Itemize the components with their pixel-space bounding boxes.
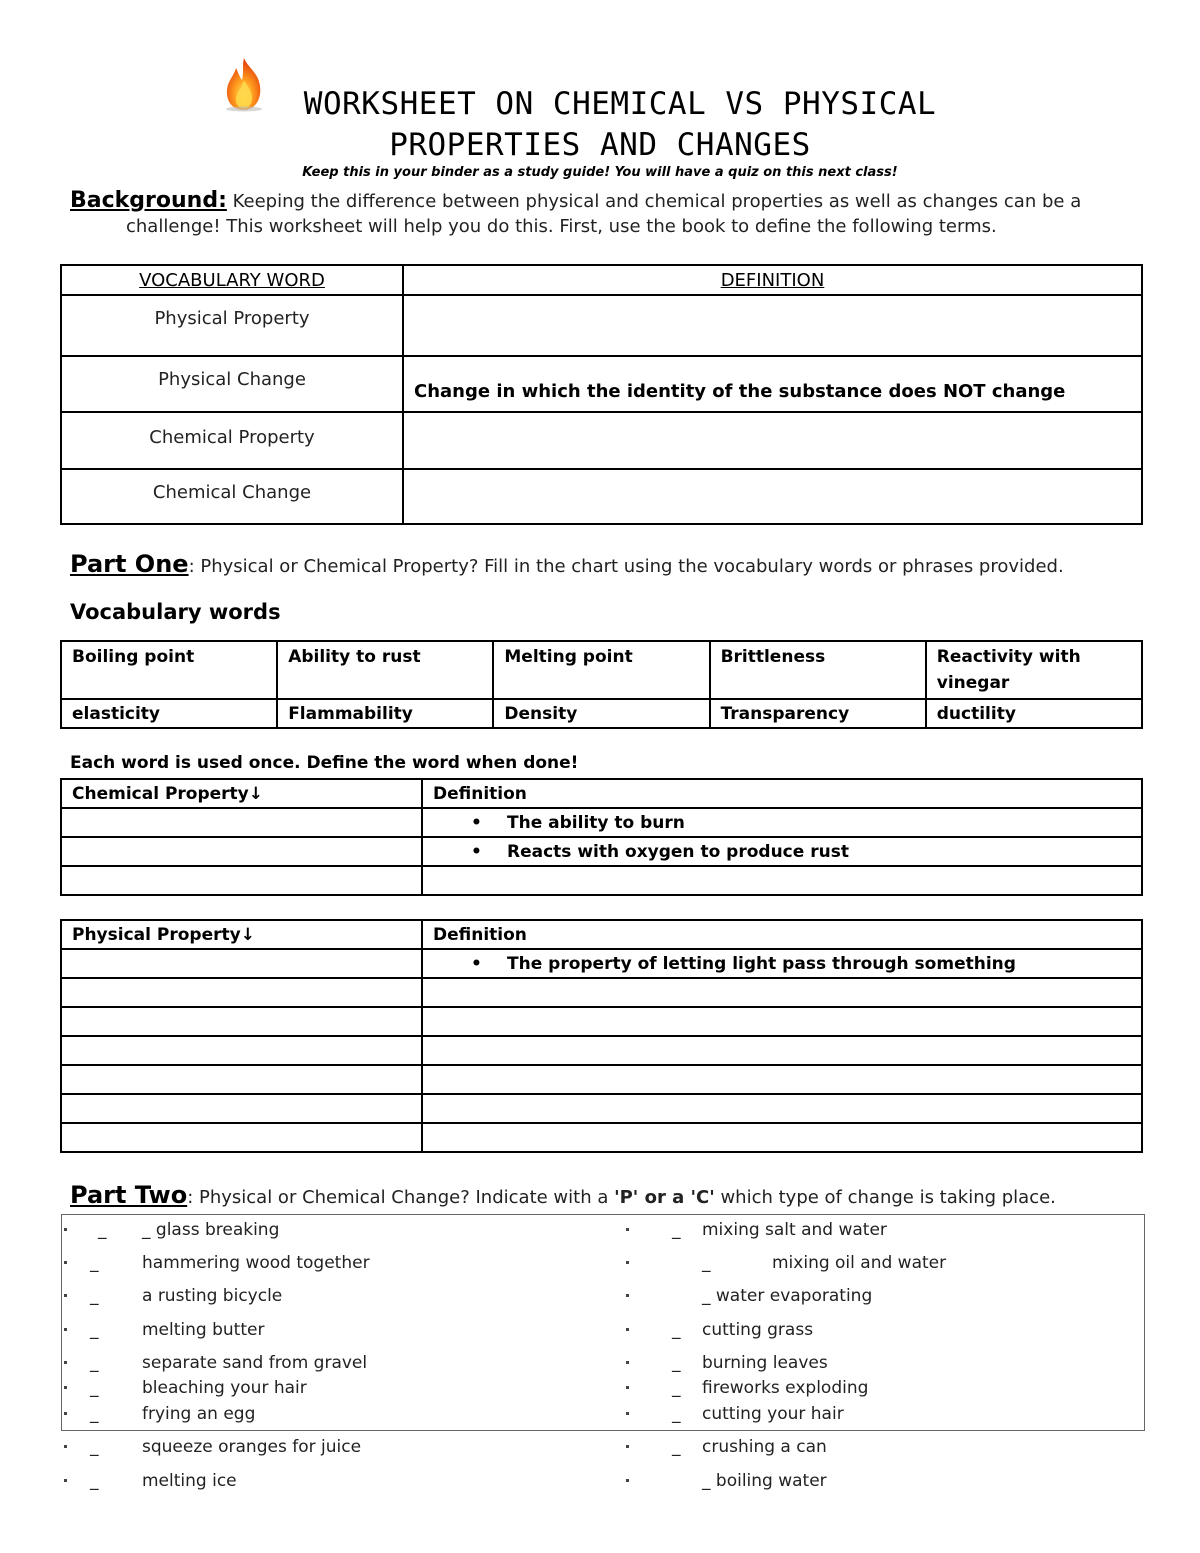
change-text: _ water evaporating [702,1286,873,1306]
part-two-instructions-bold: 'P' or a 'C' [614,1187,715,1208]
property-cell[interactable] [61,837,422,866]
change-text: mixing salt and water [702,1220,887,1240]
part-two-instructions-b: which type of change is taking place. [714,1187,1056,1208]
part-one-instructions: : Physical or Chemical Property? Fill in the chart using the vocabulary words or phrases provided. [188,556,1064,577]
change-text: melting ice [142,1471,237,1491]
answer-blank[interactable]: _ [90,1471,99,1491]
definition-cell[interactable]: Change in which the identity of the substance does NOT change [403,356,1142,412]
definition-cell[interactable] [403,412,1142,469]
definition-text: The property of letting light pass through something [507,953,1016,974]
definition-cell [422,808,1142,837]
answer-blank[interactable]: _ [90,1378,99,1398]
table-row [61,1065,1142,1094]
definition-cell [422,949,1142,978]
table-header-row [61,920,1142,949]
property-cell[interactable] [61,808,422,837]
part-two-label: Part Two [70,1181,188,1209]
property-cell[interactable] [61,1036,422,1065]
answer-blank[interactable]: _ [90,1437,99,1457]
answer-blank[interactable]: _ [90,1286,99,1306]
instruction-note: Each word is used once. Define the word when done! [70,753,579,773]
table-row [61,1094,1142,1123]
part-one-heading [70,550,1064,578]
bullet: • [471,953,482,974]
chemical-property-header: Chemical Property↓ [61,779,422,808]
definition-text: The ability to burn [507,812,685,833]
bullet: • [471,841,482,862]
page-title-line2: PROPERTIES AND CHANGES [389,127,811,163]
table-header-row [61,779,1142,808]
bullet: • [471,812,482,833]
definition-header: Definition [422,779,1142,808]
vocab-word: Brittleness [710,641,926,699]
definition-cell[interactable] [422,1123,1142,1152]
table-row [61,641,1142,699]
answer-blank[interactable]: _ [672,1404,681,1424]
part-one-label: Part One [70,550,189,578]
table-row [61,866,1142,895]
answer-blank[interactable]: _ [90,1353,99,1373]
property-cell[interactable] [61,1094,422,1123]
background-paragraph [70,188,1150,239]
change-text: cutting grass [702,1320,814,1340]
table-row [61,699,1142,728]
vocab-word: ductility [926,699,1142,728]
table-row [61,295,1142,356]
definition-header: DEFINITION [403,265,1142,295]
page-title-line1: WORKSHEET ON CHEMICAL VS PHYSICAL [303,86,937,122]
vocab-word: Boiling point [61,641,277,699]
table-row [61,412,1142,469]
physical-property-table [60,919,1143,1153]
vocab-word-header: VOCABULARY WORD [61,265,403,295]
vocabulary-words-table [60,640,1143,729]
answer-blank[interactable]: _ [98,1220,107,1240]
definition-cell[interactable] [422,1007,1142,1036]
change-text: frying an egg [142,1404,256,1424]
table-row [61,1007,1142,1036]
change-text: cutting your hair [702,1404,844,1424]
table-row [61,837,1142,866]
definition-cell[interactable] [422,1065,1142,1094]
part-two-instructions-a: : Physical or Chemical Change? Indicate with a [187,1187,615,1208]
answer-blank[interactable]: _ [672,1353,681,1373]
vocab-word: Melting point [493,641,709,699]
answer-blank[interactable]: _ [90,1320,99,1340]
chemical-property-table [60,778,1143,896]
definition-cell[interactable] [422,978,1142,1007]
vocab-word-cell: Chemical Change [61,469,403,524]
vocab-word: Ability to rust [277,641,493,699]
table-row [61,356,1142,412]
table-row [61,1123,1142,1152]
property-cell[interactable] [61,1007,422,1036]
definition-cell[interactable] [422,1036,1142,1065]
answer-blank[interactable]: _ [90,1253,99,1273]
background-text-line2: challenge! This worksheet will help you do this. First, use the book to define the following terms. [126,216,997,237]
definition-text: Reacts with oxygen to produce rust [507,841,849,862]
change-text: squeeze oranges for juice [142,1437,362,1457]
change-text: _ boiling water [702,1471,827,1491]
definition-cell[interactable] [422,866,1142,895]
table-row [61,1036,1142,1065]
vocab-word: Density [493,699,709,728]
table-row [61,469,1142,524]
vocab-word: Flammability [277,699,493,728]
table-row [61,949,1142,978]
change-text: _ glass breaking [142,1220,280,1240]
change-text: a rusting bicycle [142,1286,283,1306]
definition-cell[interactable] [403,469,1142,524]
table-row [61,978,1142,1007]
property-cell[interactable] [61,1065,422,1094]
answer-blank[interactable]: _ [672,1220,681,1240]
vocab-word: Reactivity with vinegar [926,641,1142,699]
vocab-word-cell: Chemical Property [61,412,403,469]
property-cell[interactable] [61,866,422,895]
vocab-word: elasticity [61,699,277,728]
change-text: bleaching your hair [142,1378,307,1398]
vocabulary-words-heading: Vocabulary words [70,600,281,624]
page-subtitle: Keep this in your binder as a study guide! You will have a quiz on this next class! [302,165,898,180]
vocab-word-cell: Physical Change [61,356,403,412]
answer-blank[interactable]: _ [702,1253,711,1273]
change-text: mixing oil and water [772,1253,947,1273]
change-text: crushing a can [702,1437,827,1457]
vocab-word: Transparency [710,699,926,728]
definition-cell[interactable] [403,295,1142,356]
property-cell[interactable] [61,1123,422,1152]
definition-cell[interactable] [422,1094,1142,1123]
vocab-word-cell: Physical Property [61,295,403,356]
table-row [61,808,1142,837]
change-text: fireworks exploding [702,1378,869,1398]
definition-cell [422,837,1142,866]
property-cell[interactable] [61,949,422,978]
background-text-line1: Keeping the difference between physical and chemical properties as well as changes can be a [232,191,1082,212]
vocabulary-definition-table [60,264,1143,525]
change-text: burning leaves [702,1353,828,1373]
part-two-heading [70,1181,1056,1209]
table-header-row [61,265,1142,295]
change-text: hammering wood together [142,1253,370,1273]
background-label: Background: [70,188,227,213]
answer-blank[interactable]: _ [672,1320,681,1340]
physical-property-header: Physical Property↓ [61,920,422,949]
answer-blank[interactable]: _ [672,1378,681,1398]
answer-blank[interactable]: _ [90,1404,99,1424]
answer-blank[interactable]: _ [672,1437,681,1457]
change-text: separate sand from gravel [142,1353,368,1373]
property-cell[interactable] [61,978,422,1007]
change-text: melting butter [142,1320,265,1340]
definition-header: Definition [422,920,1142,949]
